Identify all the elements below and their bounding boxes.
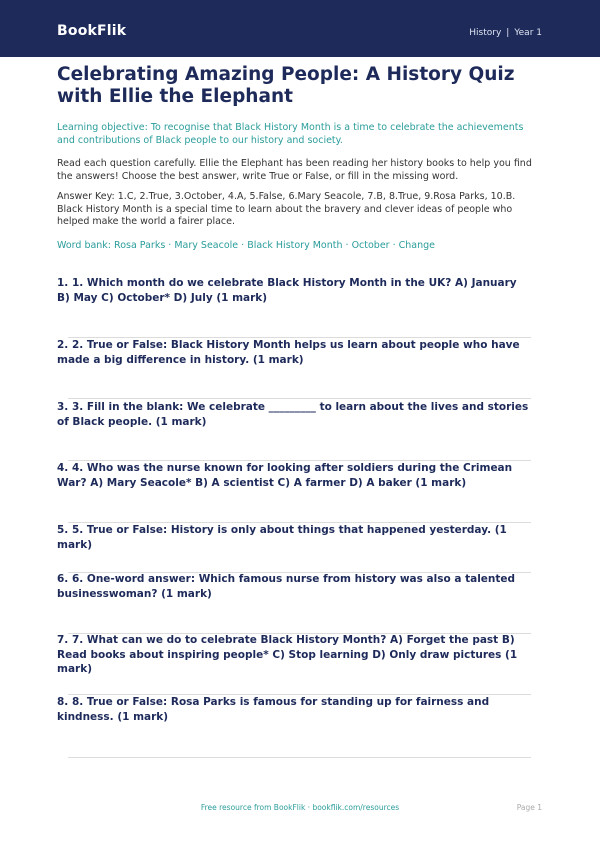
- page-header: [0, 0, 600, 57]
- question-1: 1. 1. Which month do we celebrate Black History Month in the UK? A) January B) May C) October* D) July (1 mark): [57, 277, 517, 304]
- page-title: Celebrating Amazing People: A History Quiz with Ellie the Elephant: [57, 64, 515, 107]
- question-7: 7. 7. What can we do to celebrate Black History Month? A) Forget the past B) Read books about inspiring people* C) Stop learning D) Only draw pictures (1 mark): [57, 634, 518, 675]
- footer-credit[interactable]: Free resource from BookFlik · bookflik.com/resources: [200, 803, 400, 812]
- question-3: 3. 3. Fill in the blank: We celebrate _________ to learn about the lives and stories of Black people. (1 mark): [57, 401, 529, 428]
- breadcrumb-year: Year 1: [514, 28, 542, 38]
- answer-key-text: Answer Key: 1.C, 2.True, 3.October, 4.A, 5.False, 6.Mary Seacole, 7.B, 8.True, 9.Rosa Parks, 10.B. Black History Month is a special time to learn about the bravery and clever ideas of people who helped make the world a fairer place.: [57, 191, 516, 227]
- learning-objective: Learning objective: To recognise that Black History Month is a time to celebrate the achievements and contributions of Black people to our history and society.: [57, 122, 524, 146]
- brand-logo-text[interactable]: BookFlik: [57, 23, 127, 39]
- page-number: Page 1: [516, 803, 542, 812]
- question-2: 2. 2. True or False: Black History Month helps us learn about people who have made a big difference in history. (1 mark): [57, 339, 520, 366]
- word-bank: Word bank: Rosa Parks · Mary Seacole · Black History Month · October · Change: [57, 239, 436, 251]
- breadcrumb-separator: |: [506, 28, 510, 38]
- answer-line-8[interactable]: [68, 757, 531, 758]
- answer-line-2[interactable]: [68, 398, 531, 399]
- question-6: 6. 6. One-word answer: Which famous nurse from history was also a talented businesswoman? (1 mark): [57, 573, 516, 600]
- question-4: 4. 4. Who was the nurse known for looking after soldiers during the Crimean War? A) Mary Seacole* B) A scientist C) A farmer D) A baker (1 mark): [57, 462, 513, 489]
- question-5: 5. 5. True or False: History is only about things that happened yesterday. (1 mark): [57, 524, 507, 551]
- breadcrumb-subject: History: [469, 28, 502, 38]
- question-8: 8. 8. True or False: Rosa Parks is famous for standing up for fairness and kindness. (1 mark): [57, 696, 490, 723]
- breadcrumb: [469, 28, 542, 38]
- instructions-text: Read each question carefully. Ellie the Elephant has been reading her history books to help you find the answers! Choose the best answer, write True or False, or fill in the missing word.: [57, 158, 532, 182]
- worksheet-intro: [57, 64, 543, 252]
